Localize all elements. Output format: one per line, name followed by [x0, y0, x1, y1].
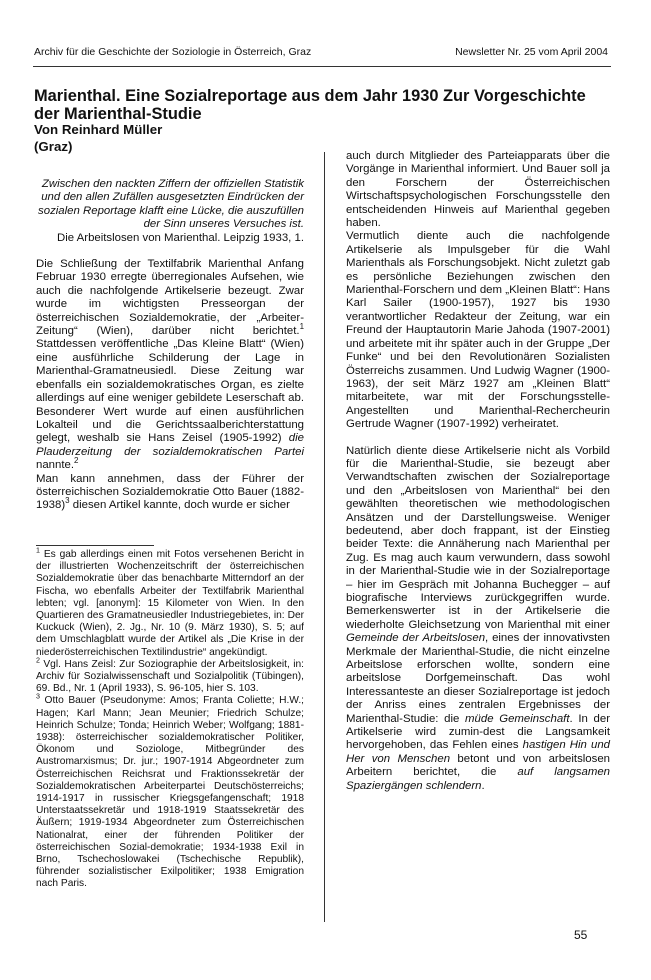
article-title: Marienthal. Eine Sozialreportage aus dem Jahr 1930 Zur Vorgeschichte der Marienthal-Studie	[34, 87, 586, 123]
running-header	[34, 46, 608, 58]
body-paragraph: Vermutlich diente auch die nachfolgende Artikelserie als Impulsgeber für die Wahl Marienthals als Forschungsobjekt. Nicht zuletzt gab es persönliche Beziehungen zwischen den Marienthal-Forschern und dem „Kleinen Blatt“: Hans Karl Sailer (1900-1957), 1927 bis 1930 verantwortlicher Redakteur der Zeitung, war ein Freund der Hauptautorin Marie Jahoda (1907-2001) und arbeitete mit ihr später auch in der Gruppe „Der Funke“ und bei den Revolutionären Sozialisten Österreichs zusammen. Und Ludwig Wagner (1900-1963), der seit März 1927 am „Kleinen Blatt“ mitarbeitete, war mit der Forschungsstelle-Angestellten und Marienthal-Rechercheurin Gertrude Wagner (1907-1992) verheiratet.	[346, 230, 610, 431]
footnotes	[36, 546, 304, 891]
footnote: $^2$ Vgl. Hans Zeisl: Zur Soziographie der Arbeitslosigkeit, in: Archiv für Sozialwissenschaft und Sozialpolitik (Tübingen), 69. Bd., Nr. 1 (April 1933), S. 96-105, hier S. 103.	[36, 656, 304, 695]
footnote-rule	[36, 545, 154, 546]
author-affiliation: (Graz)	[34, 139, 73, 154]
epigraph-quote: Zwischen den nackten Ziffern der offiziellen Statistik und den allen Zufällen ausgesetzten Eindrücken der sozialen Reportage klafft eine Lücke, die auszufüllen der Sinn unseres Versuches ist.	[38, 178, 304, 231]
body-paragraph: Die Schließung der Textilfabrik Marienthal Anfang Februar 1930 erregte überregionales Aufsehen, wie auch die nachfolgende Artikelserie bezeugt. Zwar wurde im wichtigsten Presseorgan der österreichischen Sozialdemokratie, der „Arbeiter-Zeitung“ (Wien), darüber nicht berichtet.$^1$ Stattdessen veröffentliche „Das Kleine Blatt“ (Wien) eine ausführliche Schilderung der Lage in Marienthal-Gramatneusiedl. Diese Zeitung war ebenfalls ein sozialdemokratisches Organ, es zielte allerdings auf eine weniger gebildete Leserschaft ab. Besonderer Wert wurde auf einen ausführlichen Lokalteil und die Gerichtssaalberichterstattung gelegt, weshalb sie Hans Zeisel (1905-1992) die Plauderzeitung der sozialdemokratischen Partei nannte.$^2$	[36, 258, 304, 472]
footnote-ref: 3	[65, 496, 70, 506]
column-divider	[324, 152, 325, 922]
page-number: 55	[574, 928, 588, 942]
right-column	[346, 150, 610, 793]
epigraph-source: Die Arbeitslosen von Marienthal. Leipzig 1933, 1.	[57, 231, 304, 244]
byline	[34, 121, 162, 155]
footnote-ref: 2	[74, 456, 79, 466]
left-column	[36, 178, 304, 513]
footnote: $^1$ Es gab allerdings einen mit Fotos versehenen Bericht in der illustrierten Wochenzeitschrift der österreichischen Sozialdemokratie über das benachbarte Mitterndorf an der Fischa, wo ebenfalls Arbeiter der Textilfabrik Marienthal lebten; vgl. [anonym]: 15 Kilometer von Wien. In den Quartieren des Gramatneusiedler Industriegebietes, in: Der Kuckuck (Wien), 2. Jg., Nr. 10 (9. März 1930), S. 5; auf dem Umschlagblatt wurde der Artikel als „Die Krise in der niederösterreichischen Textilindustrie“ angekündigt.	[36, 546, 304, 658]
body-paragraph: auch durch Mitglieder des Parteiapparats über die Vorgänge in Marienthal informiert. Und Bauer soll ja den Forschern der Österreichischen Wirtschaftspsychologischen Forschungsstelle den entscheidenden Hinweis auf Marienthal gegeben haben.	[346, 150, 610, 230]
header-journal: Archiv für die Geschichte der Soziologie in Österreich, Graz	[34, 46, 312, 58]
body-paragraph: Natürlich diente diese Artikelserie nicht als Vorbild für die Marienthal-Studie, sie bezeugt aber Verwandtschaften zwischen der Sozialreportage und den „Arbeitslosen von Marienthal“ bei den gewählten theoretischen wie methodologischen Ansätzen und der Darstellungsweise. Weniger bedeutend, aber doch frappant, ist der Einstieg beider Texte: die Annäherung nach Marienthal per Zug. Es mag auch kaum verwundern, dass sowohl in der Marienthal-Studie wie in der Sozialreportage – hier im Gespräch mit Johanna Buchegger – auf biografische Interviews zurückgegriffen wurde. Bemerkenswerter ist in der Artikelserie die wiederholte Gleichsetzung von Marienthal mit einer Gemeinde der Arbeitslosen, eines der innovativsten Merkmale der Marienthal-Studie, die nicht einzelne Arbeitslose erforschen wollte, sondern eine arbeitslose Dorfgemeinschaft. Das wohl Interessanteste an dieser Sozialreportage ist jedoch der Anriss eines zentralen Ergebnisses der Marienthal-Studie: die müde Gemeinschaft. In der Artikelserie wird zumin-dest die Langsamkeit hervorgehoben, das Fehlen eines hastigen Hin und Her von Menschen betont und von arbeitslosen Arbeitern berichtet, die auf langsamen Spaziergängen schlendern.	[346, 444, 611, 792]
author-line: Von Reinhard Müller	[34, 122, 163, 137]
header-rule	[33, 66, 611, 67]
header-issue: Newsletter Nr. 25 vom April 2004	[455, 46, 608, 58]
footnote: $^3$ Otto Bauer (Pseudonyme: Amos; Franta Coliette; H.W.; Hagen; Karl Mann; Jean Meunier; Friedrich Schulze; Heinrich Schulze; Tonda; Heinrich Weber; Wolfgang; 1881-1938): österreichischer sozialdemokratischer Politiker, Ökonom und Soziologe, Mitbegründer des Austromarxismus; Dr. jur.; 1907-1914 Abgeordneter zum Österreichischen Reichsrat und Fraktionssekretär der Sozialdemokratischen Arbeiterpartei Deutschösterreichs; 1914-1917 in russischer Kriegsgefangenschaft; 1918 Unterstaatssekretär und 1918-1919 Staatssekretär des Äußern; 1919-1934 Abgeordneter zum Österreichischen Nationalrat, einer der führenden Politiker der österreichischen Sozial-demokratie; 1934-1938 Exil in Brno, Tschechoslowakei (Tschechische Republik), führender sozialistischer Exilpolitiker; 1938 Emigration nach Paris.	[36, 693, 304, 890]
body-paragraph: Man kann annehmen, dass der Führer der österreichischen Sozialdemokratie Otto Bauer (1882-1938)$^3$ diesen Artikel kannte, doch wurde er sicher	[36, 472, 304, 512]
footnote-ref: 1	[299, 322, 304, 332]
